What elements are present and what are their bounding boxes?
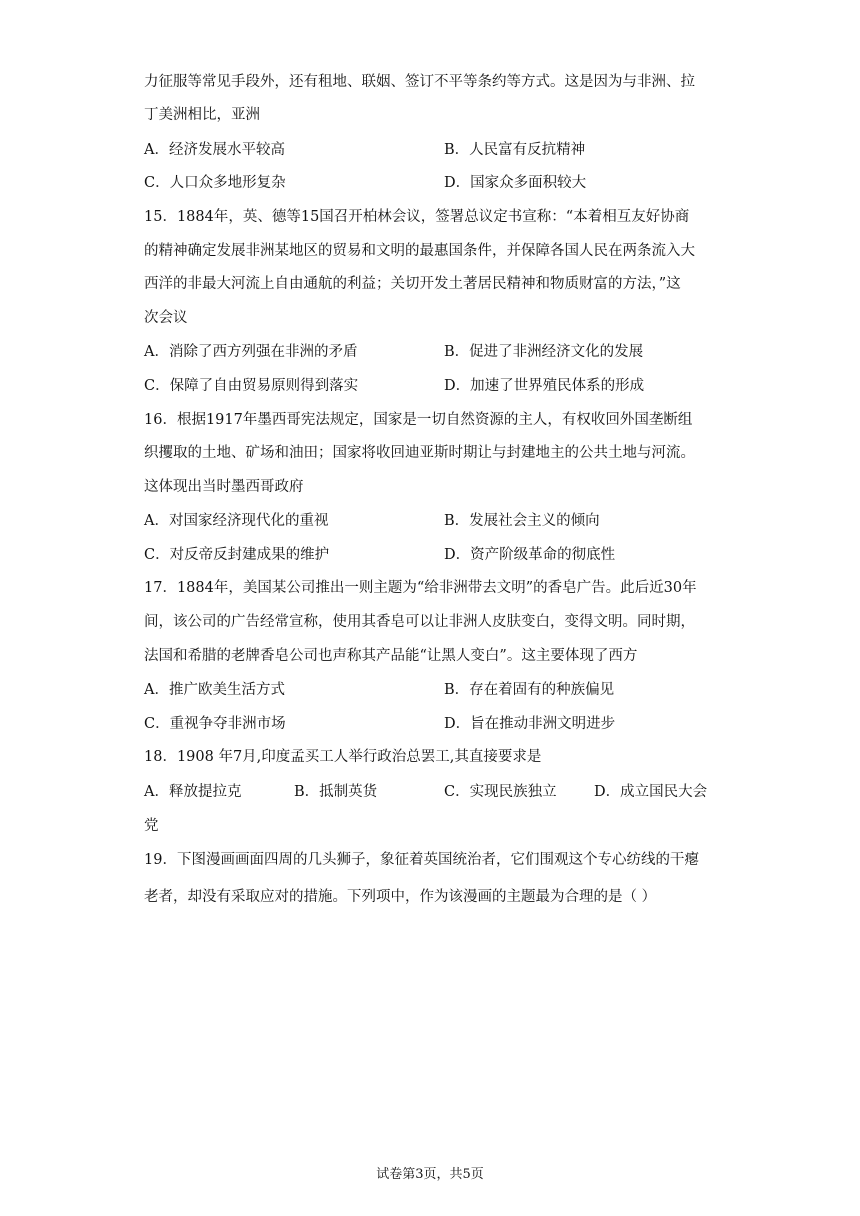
q16-option-c[interactable]: C．对反帝反封建成果的维护 (144, 547, 330, 563)
q18-option-b[interactable]: B．抵制英货 (294, 784, 378, 800)
q17-option-a[interactable]: A．推广欧美生活方式 (144, 682, 285, 698)
q16-option-a[interactable]: A．对国家经济现代化的重视 (144, 513, 329, 529)
q16-stem-line-1: 16．根据1917年墨西哥宪法规定，国家是一切自然资源的主人，有权收回外国垄断组 (144, 412, 693, 428)
q15-stem-line-1: 15．1884年，英、德等15国召开柏林会议，签署总议定书宣称：“本着相互友好协商 (144, 209, 690, 225)
q18-option-a[interactable]: A．释放提拉克 (144, 784, 242, 800)
page-footer: 试卷第3页，共5页 (376, 1167, 484, 1182)
q18-option-d-continued: 党 (144, 818, 159, 834)
q15-option-d[interactable]: D．加速了世界殖民体系的形成 (444, 378, 645, 394)
q14-option-d[interactable]: D．国家众多面积较大 (444, 175, 587, 191)
q14-option-c[interactable]: C．人口众多地形复杂 (144, 175, 286, 191)
q14-option-b[interactable]: B．人民富有反抗精神 (444, 142, 586, 158)
q19-stem-line-1: 19．下图漫画画面四周的几头狮子，象征着英国统治者，它们围观这个专心纺线的干瘪 (144, 852, 699, 868)
q18-stem-line-1: 18．1908 年7月,印度孟买工人举行政治总罢工,其直接要求是 (144, 749, 542, 765)
q16-stem-line-3: 这体现出当时墨西哥政府 (144, 479, 304, 495)
q17-option-b[interactable]: B．存在着固有的种族偏见 (444, 682, 615, 698)
q16-option-b[interactable]: B．发展社会主义的倾向 (444, 513, 600, 529)
q17-stem-line-2: 间，该公司的广告经常宣称，使用其香皂可以让非洲人皮肤变白，变得文明。同时期， (144, 614, 695, 630)
q14-stem-line-2: 丁美洲相比，亚洲 (144, 107, 260, 123)
q15-option-a[interactable]: A．消除了西方列强在非洲的矛盾 (144, 344, 358, 360)
q19-stem-line-2: 老者，却没有采取应对的措施。下列项中，作为该漫画的主题最为合理的是（ ） (144, 889, 657, 905)
q14-stem-line-1: 力征服等常见手段外，还有租地、联姻、签订不平等条约等方式。这是因为与非洲、拉 (144, 74, 695, 90)
q17-option-d[interactable]: D．旨在推动非洲文明进步 (444, 716, 616, 732)
q16-option-d[interactable]: D．资产阶级革命的彻底性 (444, 547, 616, 563)
q15-stem-line-3: 西洋的非最大河流上自由通航的利益；关切开发土著居民精神和物质财富的方法，”这 (144, 276, 681, 292)
q18-option-c[interactable]: C．实现民族独立 (444, 784, 557, 800)
q15-option-c[interactable]: C．保障了自由贸易原则得到落实 (144, 378, 359, 394)
q15-stem-line-4: 次会议 (144, 310, 188, 326)
q15-stem-line-2: 的精神确定发展非洲某地区的贸易和文明的最惠国条件，并保障各国人民在两条流入大 (144, 243, 695, 259)
q16-stem-line-2: 织攫取的土地、矿场和油田；国家将收回迪亚斯时期让与封建地主的公共土地与河流。 (144, 445, 695, 461)
q18-option-d[interactable]: D．成立国民大会 (594, 784, 708, 800)
q17-stem-line-3: 法国和希腊的老牌香皂公司也声称其产品能“让黑人变白”。这主要体现了西方 (144, 648, 638, 664)
q17-option-c[interactable]: C．重视争夺非洲市场 (144, 716, 286, 732)
q14-option-a[interactable]: A．经济发展水平较高 (144, 142, 285, 158)
q15-option-b[interactable]: B．促进了非洲经济文化的发展 (444, 344, 644, 360)
q17-stem-line-1: 17．1884年，美国某公司推出一则主题为“给非洲带去文明”的香皂广告。此后近30年 (144, 580, 697, 596)
